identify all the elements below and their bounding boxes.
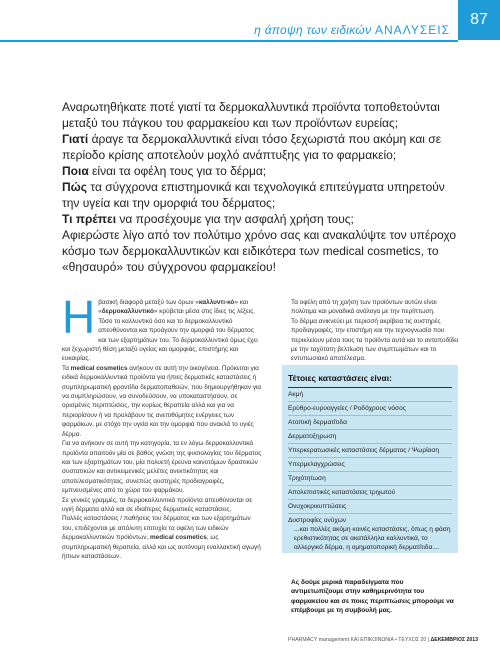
intro-question: Τι πρέπει να προσέχουμε για την ασφαλή χρήση τους; <box>62 212 354 226</box>
intro-question: Γιατί άραγε τα δερμοκαλλυντικά είναι τόσο ξεχωριστά που ακόμη και σε περίοδο κρίσης αποτελούν μοχλό ανάπτυξης για το φαρμακείο; <box>62 132 442 162</box>
body-paragraph: Για να ανήκουν σε αυτή την κατηγορία, τα εν λόγω δερμοκαλλυντικά προϊόντα απαιτούν μία σε βάθος γνώση της φυσιολογίας του δέρματος και των εξαρτημάτων του, μία πολυετή έρευνα καινοτόμων δραστικών συστατικών και αντικειμενικές μελέτες ανεκτικότητας και αποτελεσματικότητας, συνεπώς αυστηρές προδιαγραφές, εμπνευσμένες από το χώρο του φαρμάκου. <box>62 440 262 495</box>
list-item: Ακμή <box>288 388 452 402</box>
sidebar-extra-note: ...και πολλές ακόμη κοινές καταστάσεις, όπως η φάση ερεθιστικότητας σε ακατάλληλα καλλυντικά, το αλλεργικό δέρμα, η ομηματοπορική δερματίτιδα.... <box>294 526 451 551</box>
body-paragraph: Το δέρμα ανικνεύει με περισσή ακρίβεια τις αυστηρές προδιαγραφές, την επιστήμη και την τεχνογνωσία που περικλείουν μέσα τους τα προϊόντα αυτά και το ανταποδίδει με την ταχύτατη βελτίωση των συμπτωμάτων και το εντυπωσιακό αποτέλεσμα. <box>291 317 459 363</box>
dropcap: Η <box>62 291 96 343</box>
body-paragraph: Τα medical cosmetics ανήκουν σε αυτή την οικογένεια. Πρόκειται για ειδικά δερμοκαλλυντικά προϊόντα για ήπιες δερματικές καταστάσεις ή συμπληρωματική φροντίδα δερματοπαθειών, που δημιουργήθηκαν για να συμπληρώσουν, να συνοδεύσουν, να υποκαταστήσουν, σε ορισμένες περιπτώσεις, την κυρίως θεραπεία αλλά και για να περιορίσουν ή να προλάβουν τις ανεπιθύμητες ενέργειες των φαρμάκων, με στόχο την υγεία και την ομορφιά που ανακλά το υγιές δέρμα. <box>62 364 262 438</box>
list-item: Δερματοξηρωση <box>288 430 452 444</box>
page-header <box>0 0 500 42</box>
intro-question: Ποια είναι τα οφέλη τους για το δέρμα; <box>62 164 267 178</box>
article-column-right <box>291 298 463 364</box>
list-item: Ονυχοκρικυπτώσεις <box>288 500 452 514</box>
intro-block <box>62 99 462 275</box>
section-title-caps: ΑΝΑΛΥΣΕΙΣ <box>375 23 450 37</box>
intro-paragraph: Αναρωτηθήκατε ποτέ γιατί τα δερμοκαλλυντικά προϊόντα τοποθετούνται μεταξύ του πάγκου του φαρμακείου και των προϊόντων ευρείας; <box>62 100 440 130</box>
conditions-list <box>288 388 452 554</box>
list-item: Υπερμελαγχρώσεις <box>288 458 452 472</box>
header-divider <box>0 40 458 42</box>
list-item: Ερύθρο-ευρυαγγείες / Ροδόχρους νόσος <box>288 402 452 416</box>
list-item: Απολεπιστικές καταστάσεις τριχωτού <box>288 486 452 500</box>
page-footer: PHARMACY management ΚΑΙ ΕΠΙΚΟΙΝΩΝΙΑ • ΤΕΥΧΟΣ 20 | ΔΕΚΕΜΒΡΙΟΣ 2013 <box>287 637 478 643</box>
body-paragraph: Η βασική διαφορά μεταξύ των όρων «καλλυντι-κό» και «δερμοκαλλυντικό» κρύβεται μέσα στις ίδιες τις λέξεις. Τόσο το καλλυντικό όσο και το δερμοκαλλυντικό απευθύνονται και προάγουν την ομορφιά του δέρματος και των εξαρτημάτων του. Το δερμοκαλλυντικό όμως έχει και ξεχωριστή θέση μεταξύ υγείας και ομορφιάς, επιστήμης και ευκαιρίας. <box>62 291 258 363</box>
closing-paragraph: Ας δούμε μερικά παραδείγματα που αντιμετωπίζουμε στην καθημερινότητα του φαρμακείου και σε ποιες περιπτώσεις μπορούμε να επέμβουμε με τη συμβουλή μας. <box>291 579 454 615</box>
intro-question: Πώς τα σύγχρονα επιστημονικά και τεχνολογικά επιτεύγματα υπηρετούν την υγεία και την ομορφιά του δέρματος; <box>62 180 445 210</box>
page-number: 87 <box>458 0 500 40</box>
section-title: η άποψη των ειδικών ΑΝΑΛΥΣΕΙΣ <box>254 23 450 37</box>
article-column-left <box>62 291 262 561</box>
list-item: Δυστροφίες ονύχων ...και πολλές ακόμη κοινές καταστάσεις, όπως η φάση ερεθιστικότητας σε ακατάλληλα καλλυντικά, το αλλεργικό δέρμα, η ομηματοπορική δερματίτιδα.... <box>288 517 451 551</box>
body-paragraph: Πολλές καταστάσεις / παθήσεις του δέρματος και των εξαρτημάτων του, επιδέχονται με απόλυτη επιτυχία τα οφέλη των ειδικών δερμοκαλλυντικών προϊόντων, medical cosmetics, ως συμπληρωματική θεραπεία, αλλά και ως αυτόνομη εναλλακτική αγωγή ήπιων καταστάσεων. <box>62 515 261 560</box>
list-item: Ατοπική δερματίτιδα <box>288 416 452 430</box>
conditions-sidebar <box>282 365 458 553</box>
sidebar-title: Τέτοιες καταστάσεις είναι: <box>288 373 452 388</box>
list-item: Τριχότητωση <box>288 472 452 486</box>
list-item: Υπερκερατωσικές καταστάσεις δέρματος / Ψωρίαση <box>288 444 452 458</box>
body-paragraph: Σε γενικές γραμμές, τα δερμοκαλλυντικά προϊόντα απευθύνονται σε υγιή δέρματα αλλά και σε ιδιαίτερες δερματικές καταστάσεις. <box>62 496 253 513</box>
intro-paragraph: Αφιερώστε λίγο από τον πολύτιμο χρόνο σας και ανακαλύψτε τον υπέροχο κόσμο των δερμοκαλλυντικών και ειδικότερα των medical cosmetics, το «θησαυρό» του σύγχρονου φαρμακείου! <box>62 228 457 274</box>
body-paragraph: Τα οφέλη από τη χρήση των προϊόντων αυτών είναι πολύτιμα και μοναδικά ανάλογα με την περίπτωση. <box>291 299 437 316</box>
issue-date: ΔΕΚΕΜΒΡΙΟΣ 2013 <box>430 637 478 643</box>
